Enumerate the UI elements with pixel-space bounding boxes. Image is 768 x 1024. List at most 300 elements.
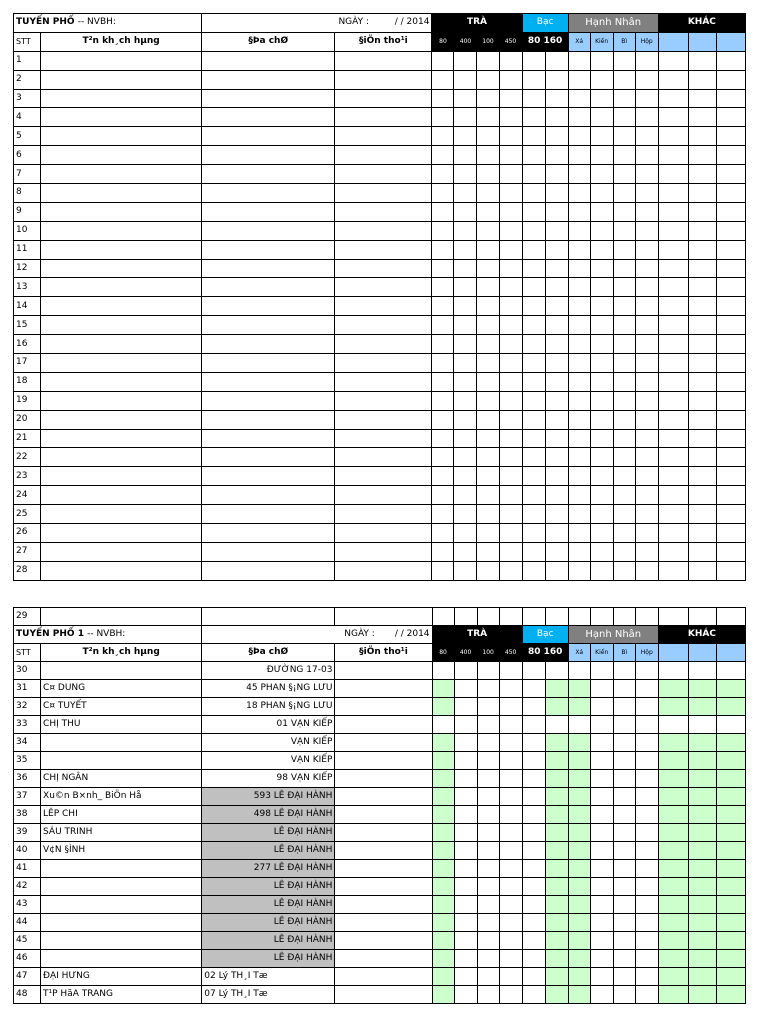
cell[interactable] [432,354,454,373]
cell[interactable] [635,486,658,505]
cell[interactable] [688,335,716,354]
cell[interactable] [590,354,613,373]
cell[interactable] [688,410,716,429]
cell[interactable] [716,486,745,505]
cell[interactable] [568,662,590,680]
cell[interactable] [635,860,658,878]
cell[interactable] [202,70,335,89]
customer-address[interactable]: 45 PHAN §¡NG LƯU [202,680,335,698]
cell[interactable] [432,752,454,770]
cell[interactable] [613,680,635,698]
cell[interactable] [635,716,658,734]
cell[interactable] [590,372,613,391]
cell[interactable] [716,391,745,410]
cell[interactable] [568,165,590,184]
cell[interactable] [41,70,202,89]
cell[interactable] [590,932,613,950]
cell[interactable] [613,542,635,561]
cell[interactable] [568,770,590,788]
cell[interactable] [477,878,499,896]
cell[interactable] [454,165,477,184]
cell[interactable] [477,932,499,950]
cell[interactable] [590,259,613,278]
cell[interactable] [568,146,590,165]
customer-address[interactable]: LÊ ĐẠI HÀNH [202,896,335,914]
cell[interactable] [590,240,613,259]
cell[interactable] [477,165,499,184]
cell[interactable] [432,986,454,1004]
cell[interactable] [568,51,590,70]
cell[interactable] [335,297,432,316]
cell[interactable] [568,467,590,486]
cell[interactable] [635,662,658,680]
cell[interactable] [432,878,454,896]
cell[interactable] [477,734,499,752]
cell[interactable] [688,950,716,968]
cell[interactable] [568,950,590,968]
customer-name[interactable] [41,860,202,878]
cell[interactable] [716,221,745,240]
cell[interactable] [522,486,545,505]
cell[interactable] [432,662,454,680]
cell[interactable] [432,316,454,335]
cell[interactable] [688,391,716,410]
cell[interactable] [658,752,688,770]
cell[interactable] [432,914,454,932]
cell[interactable] [335,561,432,580]
cell[interactable] [688,662,716,680]
cell[interactable] [635,89,658,108]
cell[interactable] [477,542,499,561]
cell[interactable] [499,51,522,70]
cell[interactable] [477,698,499,716]
cell[interactable] [545,505,568,524]
cell[interactable] [335,448,432,467]
cell[interactable] [635,752,658,770]
cell[interactable] [688,986,716,1004]
customer-name[interactable]: SÁU TRINH [41,824,202,842]
cell[interactable] [568,278,590,297]
cell[interactable] [545,680,568,698]
cell[interactable] [716,986,745,1004]
cell[interactable] [335,316,432,335]
cell[interactable] [568,372,590,391]
cell[interactable] [613,448,635,467]
customer-name[interactable]: C¤ DUNG [41,680,202,698]
cell[interactable] [202,486,335,505]
cell[interactable] [522,680,545,698]
cell[interactable] [613,806,635,824]
cell[interactable] [522,146,545,165]
cell[interactable] [522,561,545,580]
cell[interactable] [635,896,658,914]
cell[interactable] [688,561,716,580]
cell[interactable] [568,297,590,316]
cell[interactable] [432,70,454,89]
cell[interactable] [635,51,658,70]
cell[interactable] [522,202,545,221]
cell[interactable] [688,146,716,165]
cell[interactable] [454,932,477,950]
cell[interactable] [568,524,590,543]
cell[interactable] [477,788,499,806]
cell[interactable] [335,698,432,716]
cell[interactable] [432,896,454,914]
customer-name[interactable]: LÊP CHI [41,806,202,824]
cell[interactable] [658,467,688,486]
cell[interactable] [688,788,716,806]
cell[interactable] [613,429,635,448]
customer-name[interactable] [41,950,202,968]
cell[interactable] [499,986,522,1004]
cell[interactable] [202,240,335,259]
cell[interactable] [335,542,432,561]
cell[interactable] [477,70,499,89]
cell[interactable] [335,127,432,146]
cell[interactable] [688,448,716,467]
cell[interactable] [522,734,545,752]
cell[interactable] [635,372,658,391]
cell[interactable] [499,842,522,860]
cell[interactable] [477,335,499,354]
cell[interactable] [41,259,202,278]
customer-name[interactable] [41,662,202,680]
cell[interactable] [432,716,454,734]
cell[interactable] [499,184,522,203]
cell[interactable] [522,89,545,108]
cell[interactable] [432,505,454,524]
customer-address[interactable]: 593 LÊ ĐẠI HÀNH [202,788,335,806]
cell[interactable] [568,354,590,373]
cell[interactable] [658,896,688,914]
cell[interactable] [545,70,568,89]
cell[interactable] [335,146,432,165]
cell[interactable] [202,202,335,221]
cell[interactable] [454,89,477,108]
cell[interactable] [658,89,688,108]
cell[interactable] [716,278,745,297]
cell[interactable] [499,448,522,467]
cell[interactable] [454,146,477,165]
cell[interactable] [590,806,613,824]
cell[interactable] [432,467,454,486]
cell[interactable] [716,561,745,580]
cell[interactable] [545,278,568,297]
cell[interactable] [432,698,454,716]
cell[interactable] [454,202,477,221]
cell[interactable] [716,108,745,127]
cell[interactable] [454,561,477,580]
cell[interactable] [432,259,454,278]
cell[interactable] [613,316,635,335]
cell[interactable] [545,221,568,240]
cell[interactable] [568,391,590,410]
cell[interactable] [335,950,432,968]
cell[interactable] [688,184,716,203]
cell[interactable] [432,860,454,878]
cell[interactable] [658,824,688,842]
cell[interactable] [522,51,545,70]
cell[interactable] [335,896,432,914]
cell[interactable] [716,824,745,842]
cell[interactable] [545,662,568,680]
cell[interactable] [568,89,590,108]
cell[interactable] [613,410,635,429]
cell[interactable] [613,770,635,788]
cell[interactable] [590,335,613,354]
cell[interactable] [477,316,499,335]
cell[interactable] [454,788,477,806]
cell[interactable] [568,752,590,770]
cell[interactable] [202,259,335,278]
cell[interactable] [658,716,688,734]
cell[interactable] [545,752,568,770]
customer-address[interactable]: 98 VẠN KIẾP [202,770,335,788]
cell[interactable] [568,842,590,860]
cell[interactable] [477,372,499,391]
cell[interactable] [590,467,613,486]
cell[interactable] [335,968,432,986]
cell[interactable] [590,221,613,240]
cell[interactable] [454,297,477,316]
cell[interactable] [522,698,545,716]
cell[interactable] [688,372,716,391]
cell[interactable] [335,410,432,429]
cell[interactable] [432,542,454,561]
cell[interactable] [335,505,432,524]
cell[interactable] [335,806,432,824]
cell[interactable] [202,108,335,127]
cell[interactable] [635,824,658,842]
cell[interactable] [658,410,688,429]
cell[interactable] [499,505,522,524]
cell[interactable] [432,146,454,165]
cell[interactable] [499,391,522,410]
cell[interactable] [688,259,716,278]
cell[interactable] [432,734,454,752]
cell[interactable] [477,505,499,524]
cell[interactable] [590,914,613,932]
cell[interactable] [613,561,635,580]
cell[interactable] [432,950,454,968]
cell[interactable] [613,127,635,146]
cell[interactable] [41,410,202,429]
cell[interactable] [716,932,745,950]
cell[interactable] [568,410,590,429]
cell[interactable] [658,240,688,259]
cell[interactable] [522,410,545,429]
cell[interactable] [454,878,477,896]
cell[interactable] [454,986,477,1004]
customer-name[interactable] [41,914,202,932]
cell[interactable] [545,51,568,70]
cell[interactable] [716,524,745,543]
cell[interactable] [454,467,477,486]
cell[interactable] [658,372,688,391]
cell[interactable] [335,860,432,878]
cell[interactable] [499,202,522,221]
cell[interactable] [688,108,716,127]
customer-address[interactable]: VẠN KIẾP [202,752,335,770]
cell[interactable] [522,108,545,127]
cell[interactable] [613,259,635,278]
cell[interactable] [335,429,432,448]
cell[interactable] [522,372,545,391]
cell[interactable] [432,297,454,316]
cell[interactable] [477,297,499,316]
cell[interactable] [432,108,454,127]
cell[interactable] [499,680,522,698]
cell[interactable] [41,316,202,335]
cell[interactable] [688,316,716,335]
cell[interactable] [613,467,635,486]
cell[interactable] [454,127,477,146]
cell[interactable] [499,752,522,770]
cell[interactable] [613,240,635,259]
cell[interactable] [545,259,568,278]
cell[interactable] [590,448,613,467]
cell[interactable] [613,184,635,203]
cell[interactable] [635,259,658,278]
cell[interactable] [688,240,716,259]
cell[interactable] [335,752,432,770]
cell[interactable] [432,486,454,505]
cell[interactable] [41,524,202,543]
cell[interactable] [688,429,716,448]
cell[interactable] [613,878,635,896]
cell[interactable] [499,542,522,561]
cell[interactable] [688,486,716,505]
cell[interactable] [202,278,335,297]
cell[interactable] [454,968,477,986]
cell[interactable] [41,165,202,184]
customer-name[interactable]: T¹P HãA TRANG [41,986,202,1004]
cell[interactable] [545,542,568,561]
cell[interactable] [432,932,454,950]
cell[interactable] [568,486,590,505]
cell[interactable] [41,297,202,316]
cell[interactable] [335,842,432,860]
cell[interactable] [522,165,545,184]
cell[interactable] [202,561,335,580]
cell[interactable] [335,335,432,354]
cell[interactable] [454,914,477,932]
cell[interactable] [635,561,658,580]
cell[interactable] [716,202,745,221]
cell[interactable] [568,932,590,950]
cell[interactable] [688,914,716,932]
cell[interactable] [522,788,545,806]
cell[interactable] [499,335,522,354]
cell[interactable] [613,165,635,184]
cell[interactable] [590,986,613,1004]
cell[interactable] [716,680,745,698]
cell[interactable] [202,51,335,70]
cell[interactable] [522,896,545,914]
cell[interactable] [658,986,688,1004]
cell[interactable] [477,561,499,580]
cell[interactable] [716,354,745,373]
cell[interactable] [716,372,745,391]
cell[interactable] [454,734,477,752]
cell[interactable] [716,752,745,770]
cell[interactable] [688,467,716,486]
cell[interactable] [590,770,613,788]
cell[interactable] [658,184,688,203]
cell[interactable] [454,698,477,716]
cell[interactable] [568,896,590,914]
cell[interactable] [477,806,499,824]
cell[interactable] [613,372,635,391]
cell[interactable] [477,486,499,505]
cell[interactable] [688,297,716,316]
cell[interactable] [658,524,688,543]
cell[interactable] [432,221,454,240]
cell[interactable] [477,448,499,467]
cell[interactable] [635,184,658,203]
cell[interactable] [716,70,745,89]
cell[interactable] [613,860,635,878]
cell[interactable] [477,824,499,842]
cell[interactable] [335,70,432,89]
cell[interactable] [658,70,688,89]
cell[interactable] [477,184,499,203]
cell[interactable] [454,950,477,968]
cell[interactable] [658,165,688,184]
cell[interactable] [522,467,545,486]
cell[interactable] [590,561,613,580]
cell[interactable] [635,806,658,824]
cell[interactable] [499,932,522,950]
cell[interactable] [454,896,477,914]
cell[interactable] [658,259,688,278]
cell[interactable] [477,391,499,410]
cell[interactable] [335,240,432,259]
cell[interactable] [658,788,688,806]
cell[interactable] [635,410,658,429]
cell[interactable] [477,986,499,1004]
cell[interactable] [545,486,568,505]
cell[interactable] [635,335,658,354]
cell[interactable] [432,184,454,203]
cell[interactable] [545,878,568,896]
cell[interactable] [499,146,522,165]
cell[interactable] [658,202,688,221]
cell[interactable] [658,806,688,824]
cell[interactable] [522,278,545,297]
cell[interactable] [454,429,477,448]
cell[interactable] [477,860,499,878]
cell[interactable] [635,70,658,89]
customer-address[interactable]: 18 PHAN §¡NG LƯU [202,698,335,716]
cell[interactable] [522,716,545,734]
cell[interactable] [613,89,635,108]
cell[interactable] [716,896,745,914]
cell[interactable] [658,108,688,127]
cell[interactable] [202,391,335,410]
cell[interactable] [613,986,635,1004]
cell[interactable] [658,914,688,932]
cell[interactable] [335,662,432,680]
cell[interactable] [545,770,568,788]
cell[interactable] [568,680,590,698]
customer-name[interactable] [41,752,202,770]
cell[interactable] [499,662,522,680]
cell[interactable] [335,770,432,788]
cell[interactable] [499,950,522,968]
cell[interactable] [658,127,688,146]
cell[interactable] [499,698,522,716]
